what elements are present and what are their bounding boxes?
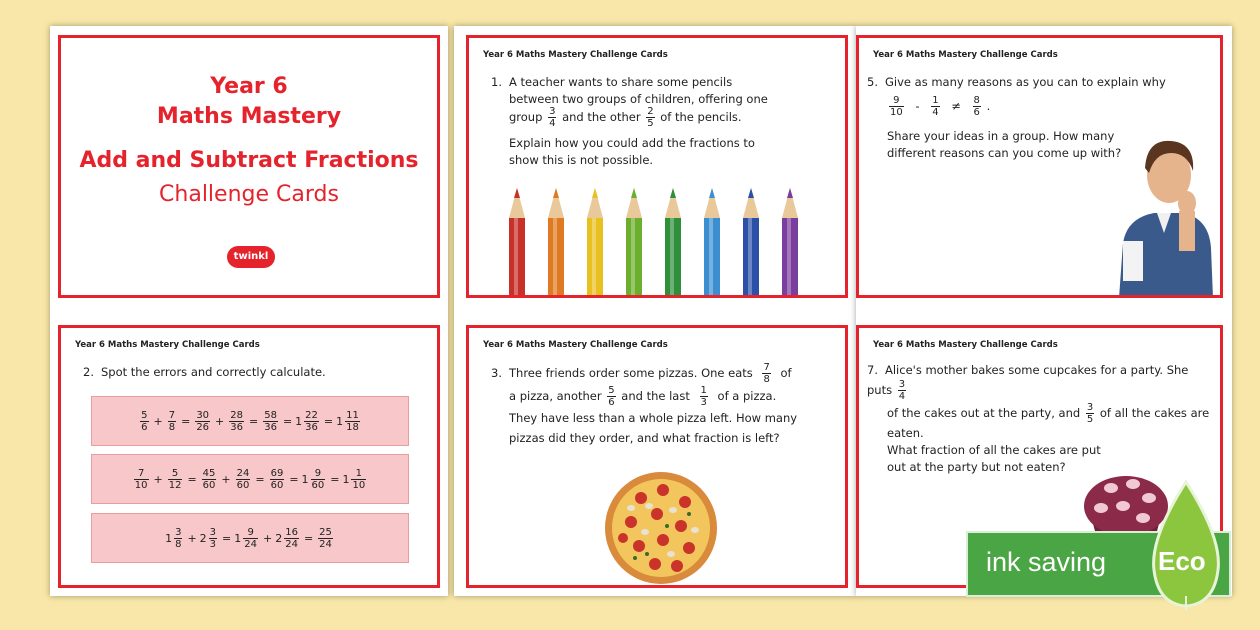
cover-year: Year 6 xyxy=(210,74,288,99)
eco-label: Eco xyxy=(1158,546,1206,576)
question-7-text: 7. Alice's mother bakes some cupcakes for a party. She puts $\frac{3}{4}$ of the cakes out at the party, and $\frac{3}{5}$ of all the cakes are eaten. What fraction of all the cakes are put out at the party but not eaten? xyxy=(867,363,1210,474)
pencil-icon xyxy=(626,188,642,298)
question-2-text: 2. Spot the errors and correctly calculate. xyxy=(83,365,326,379)
card-header: Year 6 Maths Mastery Challenge Cards xyxy=(75,340,260,350)
pencil-icon xyxy=(587,188,603,298)
ink-saving-label: ink saving xyxy=(986,547,1107,577)
pencils-illustration xyxy=(469,178,848,298)
card-header: Year 6 Maths Mastery Challenge Cards xyxy=(483,340,668,350)
cover-subject: Maths Mastery xyxy=(156,104,342,129)
card-header: Year 6 Maths Mastery Challenge Cards xyxy=(873,340,1058,350)
cover-topic: Add and Subtract Fractions xyxy=(79,148,419,173)
pencil-icon xyxy=(782,188,798,298)
cover-card xyxy=(58,35,440,298)
cover-cards: Challenge Cards xyxy=(159,182,339,207)
pencil-icon xyxy=(509,188,525,298)
pencil-icon xyxy=(665,188,681,298)
pizza-illustration xyxy=(601,468,721,588)
pencil-icon xyxy=(743,188,759,298)
pencil-icon xyxy=(548,188,564,298)
calculation-row-1: 5 6 + $\frac{7}{8}$ = $\frac{30}{26}$ + $\frac{28}{36}$ = $\frac{58}{36}$ = 1 $\frac{22}{36}$ = 1 11 18 xyxy=(91,396,409,446)
fraction-3-4: $\frac{3}{4}$ xyxy=(549,106,556,129)
card-header: Year 6 Maths Mastery Challenge Cards xyxy=(483,50,668,60)
challenge-card-5 xyxy=(856,35,1223,298)
card-header: Year 6 Maths Mastery Challenge Cards xyxy=(873,50,1058,60)
calculation-row-2: 7 10 + $\frac{5}{12}$ = $\frac{45}{60}$ + $\frac{24}{60}$ = $\frac{69}{60}$ = 1 $\frac{9}{60}$ = 1 1 10 xyxy=(91,454,409,504)
calculation-row-3: 1 3 8 + 2 $\frac{3}{3}$ = 1 9 24 + 2 $\frac{16}{24}$ = $\frac{25}{24}$ xyxy=(91,513,409,563)
fraction-2-5: $\frac{2}{5}$ xyxy=(647,106,654,129)
question-3-text: 3. Three friends order some pizzas. One eats $\frac{7}{8}$ of a pizza, another $\frac{5}{6}$ and the last $\frac{1}{3}$ of a pizza. They have less than a whole pizza left. How many pizzas did they order, and what fraction is left? xyxy=(491,362,798,445)
thinking-boy-illustration xyxy=(1109,123,1219,298)
challenge-card-1 xyxy=(466,35,848,298)
challenge-card-2 xyxy=(58,325,440,588)
question-1-text: 1. A teacher wants to share some pencils between two groups of children, offering one group $\frac{3}{4}$ and the other $\frac{2}{5}$ of the pencils. Explain how you could add the fractions to show this is not possible. xyxy=(491,75,768,167)
pencil-icon xyxy=(704,188,720,298)
challenge-card-3 xyxy=(466,325,848,588)
question-5-text: 5. Give as many reasons as you can to explain why $\frac{9}{10}$ - $\frac{1}{4}$ ≠ $\frac{8}{6}$ . Share your ideas in a group. How many different reasons can you come up with? xyxy=(867,75,1166,160)
twinkl-logo: twinkl xyxy=(227,246,275,268)
